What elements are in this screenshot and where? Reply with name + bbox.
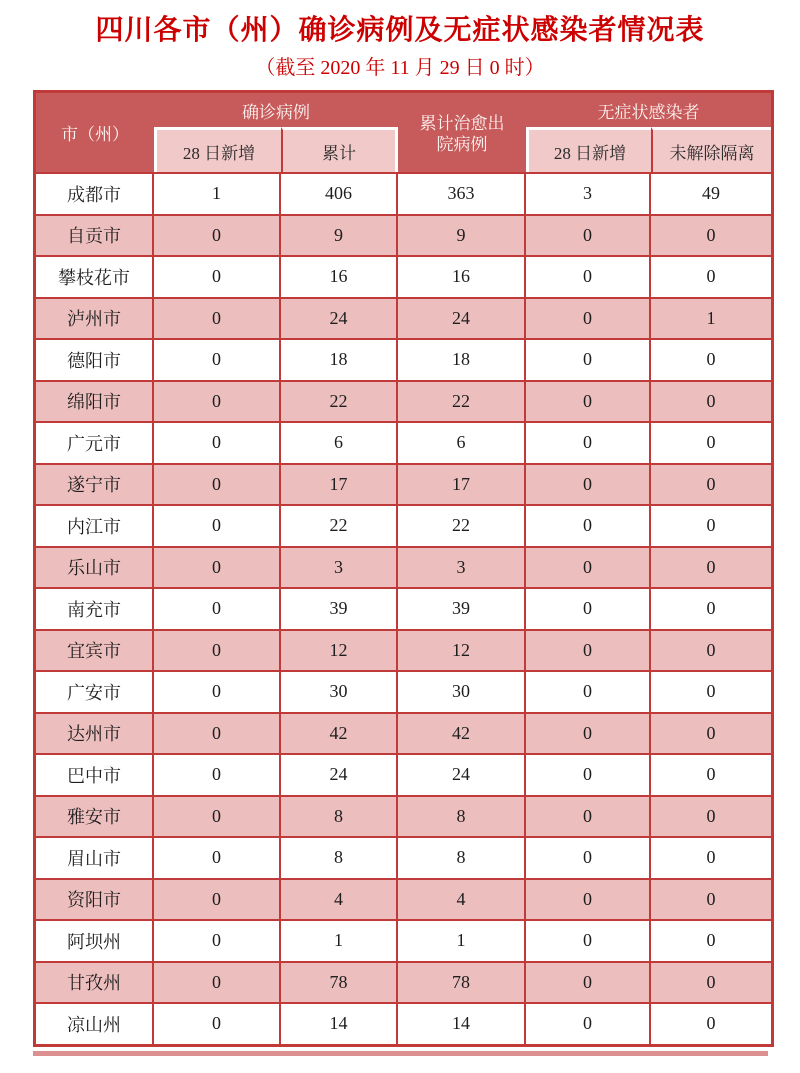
value-cell: 1 [651,297,771,339]
header-confirmed-total: 累计 [281,127,398,172]
value-cell: 406 [281,172,398,214]
value-cell: 0 [651,836,771,878]
table-body [36,172,771,1044]
value-cell: 22 [281,504,398,546]
value-cell: 0 [154,214,281,256]
value-cell: 78 [281,961,398,1003]
city-cell: 凉山州 [36,1002,154,1044]
value-cell: 1 [154,172,281,214]
city-cell: 遂宁市 [36,463,154,505]
city-cell: 广元市 [36,421,154,463]
value-cell: 0 [526,795,651,837]
value-cell: 24 [398,297,526,339]
table-row [36,836,771,878]
value-cell: 0 [526,1002,651,1044]
value-cell: 3 [281,546,398,588]
value-cell: 0 [651,712,771,754]
table-row [36,255,771,297]
value-cell: 1 [398,919,526,961]
value-cell: 0 [154,546,281,588]
header-asym-new: 28 日新增 [526,127,651,172]
value-cell: 0 [526,961,651,1003]
value-cell: 22 [398,380,526,422]
value-cell: 363 [398,172,526,214]
city-cell: 甘孜州 [36,961,154,1003]
value-cell: 0 [651,795,771,837]
value-cell: 1 [281,919,398,961]
value-cell: 0 [526,546,651,588]
header-cured [398,93,526,172]
value-cell: 17 [281,463,398,505]
city-cell: 雅安市 [36,795,154,837]
header-asymptomatic-group: 无症状感染者 [526,93,771,127]
value-cell: 0 [154,504,281,546]
table-row [36,546,771,588]
value-cell: 0 [651,961,771,1003]
table-row [36,670,771,712]
value-cell: 0 [154,961,281,1003]
value-cell: 0 [526,255,651,297]
city-cell: 阿坝州 [36,919,154,961]
value-cell: 18 [398,338,526,380]
value-cell: 0 [651,463,771,505]
table-row [36,172,771,214]
header-confirmed-group: 确诊病例 [154,93,398,127]
value-cell: 0 [526,463,651,505]
header-asym-quarantine: 未解除隔离 [651,127,771,172]
value-cell: 8 [398,795,526,837]
city-cell: 成都市 [36,172,154,214]
table-row [36,961,771,1003]
city-cell: 德阳市 [36,338,154,380]
value-cell: 3 [526,172,651,214]
city-cell: 眉山市 [36,836,154,878]
value-cell: 3 [398,546,526,588]
value-cell: 4 [281,878,398,920]
value-cell: 0 [154,1002,281,1044]
value-cell: 0 [651,753,771,795]
value-cell: 30 [281,670,398,712]
header-confirmed-new: 28 日新增 [154,127,281,172]
value-cell: 0 [526,629,651,671]
table-row [36,380,771,422]
value-cell: 0 [651,421,771,463]
value-cell: 24 [281,297,398,339]
value-cell: 0 [526,753,651,795]
value-cell: 0 [651,546,771,588]
value-cell: 4 [398,878,526,920]
cases-table [33,90,774,1047]
page-subtitle: （截至 2020 年 11 月 29 日 0 时） [255,57,545,79]
value-cell: 0 [651,670,771,712]
value-cell: 0 [526,836,651,878]
value-cell: 0 [154,919,281,961]
page-title: 四川各市（州）确诊病例及无症状感染者情况表 [95,13,705,46]
value-cell: 0 [526,712,651,754]
city-cell: 宜宾市 [36,629,154,671]
table-row [36,463,771,505]
value-cell: 0 [154,255,281,297]
city-cell: 广安市 [36,670,154,712]
value-cell: 0 [526,670,651,712]
value-cell: 8 [398,836,526,878]
value-cell: 24 [281,753,398,795]
header-cured-line2: 院病例 [436,134,488,154]
table-row [36,297,771,339]
value-cell: 0 [526,214,651,256]
value-cell: 0 [154,297,281,339]
value-cell: 49 [651,172,771,214]
value-cell: 42 [398,712,526,754]
header-city: 市（州） [36,93,154,172]
value-cell: 0 [651,629,771,671]
value-cell: 22 [398,504,526,546]
value-cell: 39 [281,587,398,629]
table-row [36,1002,771,1044]
value-cell: 0 [651,587,771,629]
table-row [36,587,771,629]
city-cell: 乐山市 [36,546,154,588]
value-cell: 0 [526,504,651,546]
value-cell: 0 [526,878,651,920]
value-cell: 16 [398,255,526,297]
value-cell: 8 [281,795,398,837]
table-row [36,753,771,795]
value-cell: 0 [651,214,771,256]
value-cell: 39 [398,587,526,629]
value-cell: 16 [281,255,398,297]
value-cell: 14 [281,1002,398,1044]
value-cell: 8 [281,836,398,878]
value-cell: 0 [154,712,281,754]
value-cell: 0 [154,338,281,380]
city-cell: 内江市 [36,504,154,546]
value-cell: 0 [526,919,651,961]
value-cell: 0 [526,421,651,463]
city-cell: 达州市 [36,712,154,754]
value-cell: 9 [281,214,398,256]
table-row [36,629,771,671]
value-cell: 0 [651,338,771,380]
value-cell: 6 [398,421,526,463]
value-cell: 12 [398,629,526,671]
table-row [36,712,771,754]
table-header [36,93,771,172]
value-cell: 0 [154,421,281,463]
value-cell: 0 [526,338,651,380]
value-cell: 0 [154,463,281,505]
value-cell: 0 [651,504,771,546]
value-cell: 24 [398,753,526,795]
city-cell: 绵阳市 [36,380,154,422]
value-cell: 0 [651,1002,771,1044]
value-cell: 0 [154,878,281,920]
value-cell: 0 [651,878,771,920]
value-cell: 0 [154,629,281,671]
value-cell: 0 [526,587,651,629]
cutoff-next-row-strip [33,1051,768,1056]
value-cell: 0 [651,255,771,297]
value-cell: 0 [526,297,651,339]
header-cured-line1: 累计治愈出 [419,113,505,133]
table-row [36,214,771,256]
value-cell: 0 [651,380,771,422]
value-cell: 78 [398,961,526,1003]
value-cell: 0 [526,380,651,422]
value-cell: 0 [651,919,771,961]
table-row [36,421,771,463]
table-row [36,795,771,837]
value-cell: 18 [281,338,398,380]
value-cell: 0 [154,836,281,878]
city-cell: 攀枝花市 [36,255,154,297]
value-cell: 0 [154,795,281,837]
city-cell: 巴中市 [36,753,154,795]
table-row [36,919,771,961]
value-cell: 0 [154,380,281,422]
value-cell: 0 [154,587,281,629]
header-group-row [36,93,771,127]
value-cell: 14 [398,1002,526,1044]
city-cell: 自贡市 [36,214,154,256]
city-cell: 资阳市 [36,878,154,920]
table-row [36,878,771,920]
value-cell: 22 [281,380,398,422]
city-cell: 南充市 [36,587,154,629]
value-cell: 6 [281,421,398,463]
table-row [36,504,771,546]
value-cell: 0 [154,670,281,712]
value-cell: 12 [281,629,398,671]
city-cell: 泸州市 [36,297,154,339]
value-cell: 9 [398,214,526,256]
value-cell: 0 [154,753,281,795]
value-cell: 30 [398,670,526,712]
value-cell: 42 [281,712,398,754]
value-cell: 17 [398,463,526,505]
table-row [36,338,771,380]
